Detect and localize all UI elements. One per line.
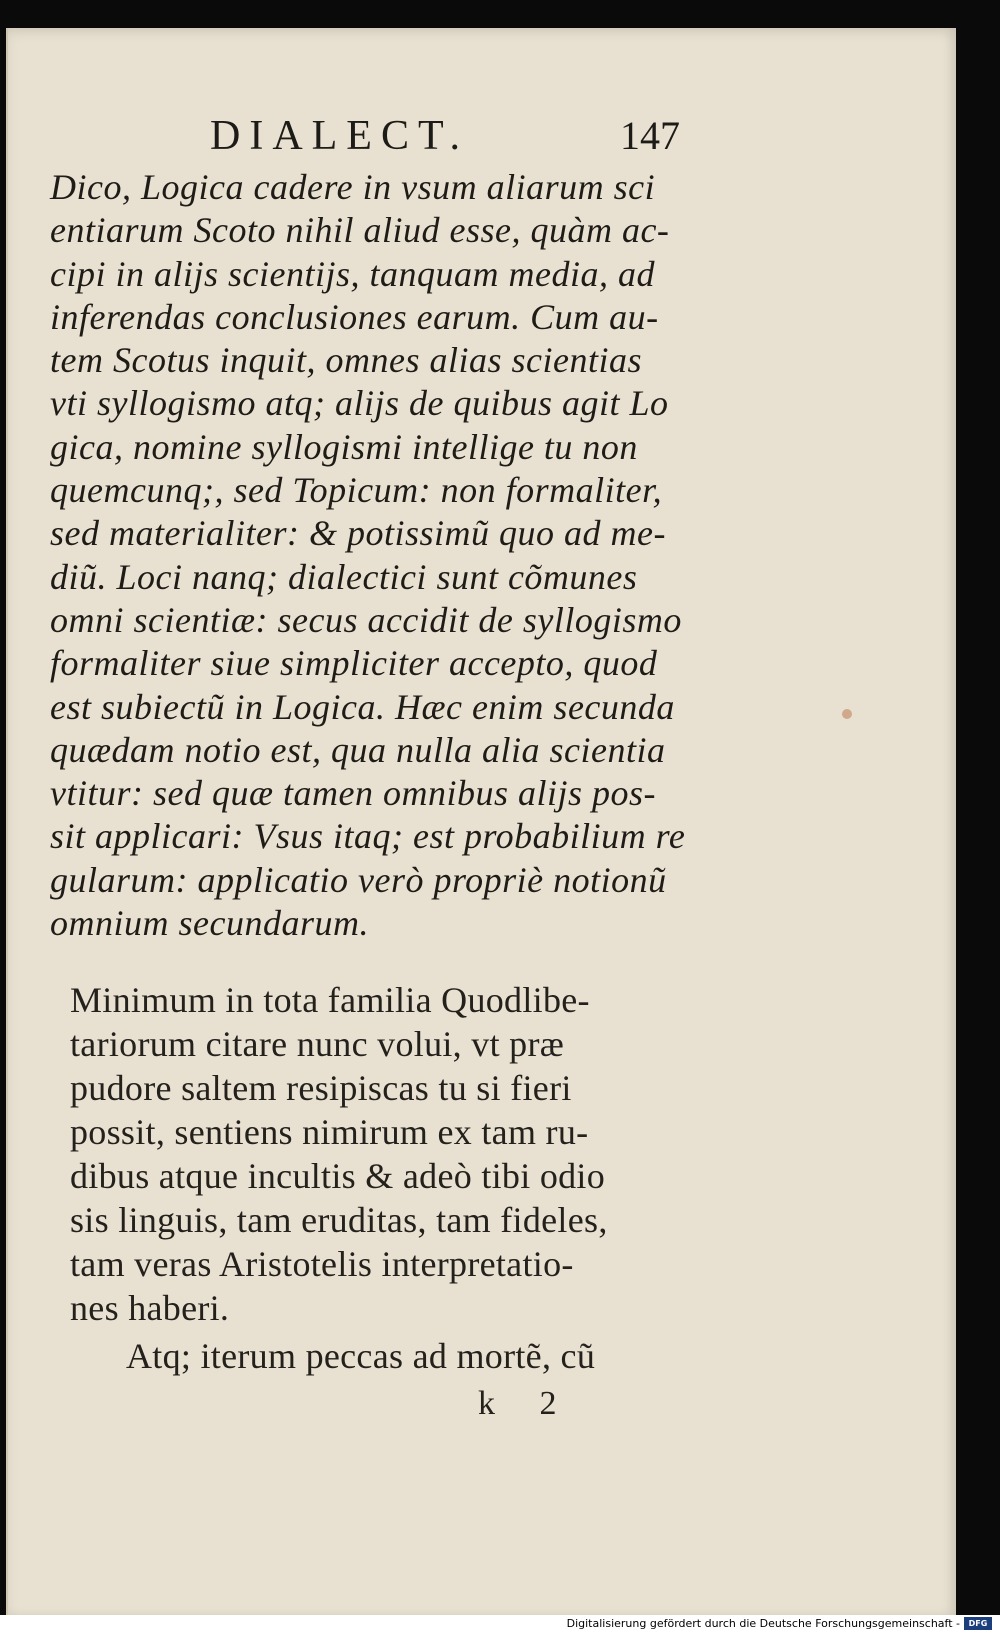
text-line: tariorum citare nunc volui, vt præ [70, 1024, 565, 1064]
text-line: pudore saltem resipiscas tu si fieri [70, 1068, 572, 1108]
text-line: Minimum in tota familia Quodlibe- [70, 980, 590, 1020]
paper-stain [842, 709, 852, 719]
funding-credit: Digitalisierung gefördert durch die Deutsche Forschungsgemeinschaft - [566, 1617, 960, 1630]
text-line: possit, sentiens nimirum ex tam ru- [70, 1112, 589, 1152]
page-number: 147 [620, 113, 680, 158]
text-line: cipi in alijs scientijs, tanquam media, ad [50, 253, 655, 294]
text-line: Dico, Logica cadere in vsum aliarum sci [50, 167, 656, 207]
text-line: omnium secundarum. [50, 903, 369, 944]
footer-bar [0, 1615, 1000, 1633]
text-line: quædam notio est, qua nulla alia scientia [50, 729, 666, 770]
running-head: DIALECT. [210, 113, 470, 159]
text-line: dibus atque incultis & adeò tibi odio [70, 1156, 606, 1196]
text-line: sit applicari: Vsus itaq; est probabilium re [50, 816, 686, 857]
text-line: sed materialiter: & potissimũ quo ad me- [50, 513, 666, 554]
text-line: formaliter siue simpliciter accepto, quod [50, 643, 658, 684]
text-line: diũ. Loci nanq; dialectici sunt cõmunes [50, 556, 638, 597]
text-line: vtitur: sed quæ tamen omnibus alijs pos- [50, 773, 656, 814]
text-line: gularum: applicatio verò propriè notionũ [50, 859, 667, 900]
text-line: inferendas conclusiones earum. Cum au- [50, 296, 659, 337]
text-line: tam veras Aristotelis interpretatio- [70, 1244, 574, 1284]
text-line: nes haberi. [70, 1288, 230, 1328]
signature-mark: k 2 [478, 1385, 575, 1422]
text-line: sis linguis, tam eruditas, tam fideles, [70, 1200, 608, 1240]
text-line: gica, nomine syllogismi intellige tu non [50, 426, 638, 467]
italic-quotation-block [50, 166, 710, 945]
text-line: tem Scotus inquit, omnes alias scientias [50, 340, 642, 381]
text-line: omni scientiæ: secus accidit de syllogismo [50, 599, 682, 640]
dfg-logo: DFG [964, 1617, 992, 1630]
text-line: est subiectũ in Logica. Hæc enim secunda [50, 686, 675, 727]
paragraph-start-line: Atq; iterum peccas ad mortẽ, cũ [126, 1336, 596, 1376]
text-line: vti syllogismo atq; alijs de quibus agit Lo [50, 383, 669, 424]
text-line: quemcunq;, sed Topicum: non formaliter, [50, 470, 663, 511]
text-line: entiarum Scoto nihil aliud esse, quàm ac- [50, 210, 670, 251]
roman-paragraph-block [70, 978, 730, 1378]
